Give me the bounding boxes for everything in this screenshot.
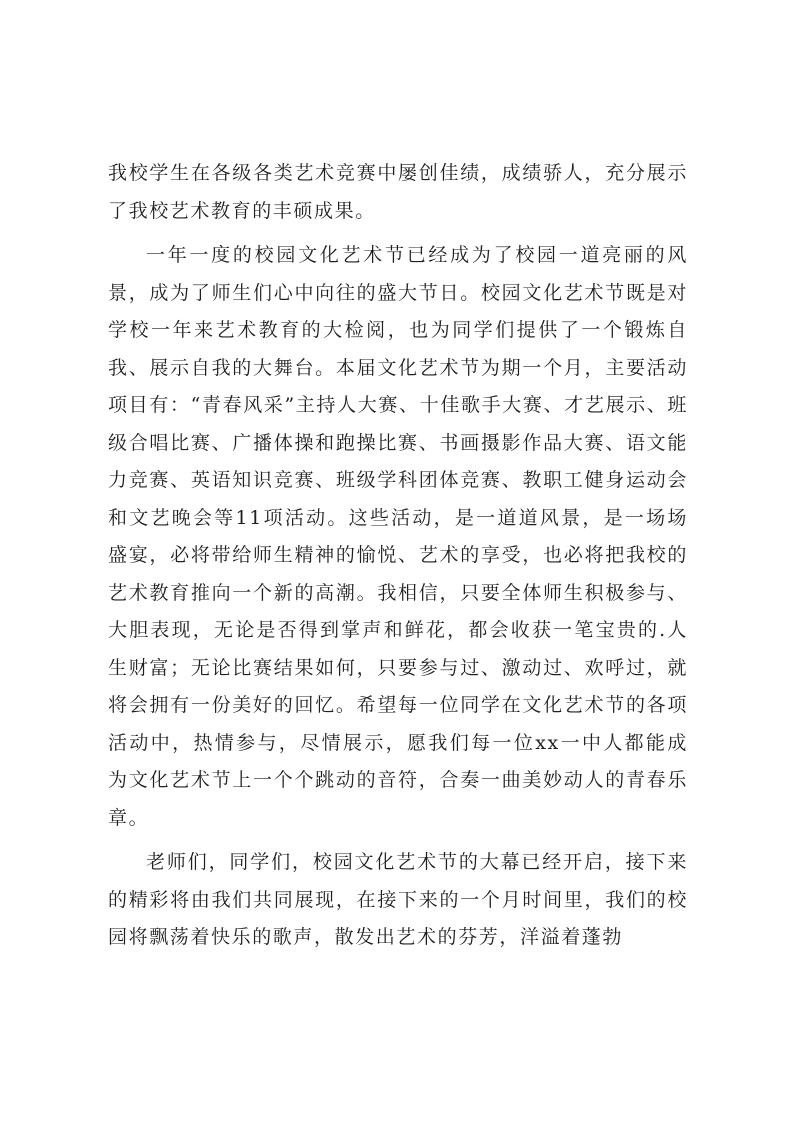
paragraph-art-festival: 一年一度的校园文化艺术节已经成为了校园一道亮丽的风景，成为了师生们心中向往的盛大节日。校园文化艺术节既是对学校一年来艺术教育的大检阅，也为同学们提供了一个锻炼自我、展示自我的大舞台。本届文化艺术节为期一个月，主要活动项目有：“青春风采”主持人大赛、十佳歌手大赛、才艺展示、班级合唱比赛、广播体操和跑操比赛、书画摄影作品大赛、语文能力竞赛、英语知识竞赛、班级学科团体竞赛、教职工健身运动会和文艺晚会等11项活动。这些活动，是一道道风景，是一场场盛宴，必将带给师生精神的愉悦、艺术的享受，也必将把我校的艺术教育推向一个新的高潮。我相信，只要全体师生积极参与、大胆表现，无论是否得到掌声和鲜花，都会收获一笔宝贵的.人生财富；无论比赛结果如何，只要参与过、激动过、欢呼过，就将会拥有一份美好的回忆。希望每一位同学在文化艺术节的各项活动中，热情参与，尽情展示，愿我们每一位xx一中人都能成为文化艺术节上一个个跳动的音符，合奏一曲美妙动人的青春乐章。 xyxy=(108,244,688,829)
paragraph-continuation: 我校学生在各级各类艺术竞赛中屡创佳绩，成绩骄人，充分展示了我校艺术教育的丰硕成果。 xyxy=(108,162,688,222)
document-body xyxy=(108,155,688,957)
paragraph-closing: 老师们，同学们，校园文化艺术节的大幕已经开启，接下来的精彩将由我们共同展现，在接下来的一个月时间里，我们的校园将飘荡着快乐的歌声，散发出艺术的芬芳，洋溢着蓬勃 xyxy=(108,851,688,948)
